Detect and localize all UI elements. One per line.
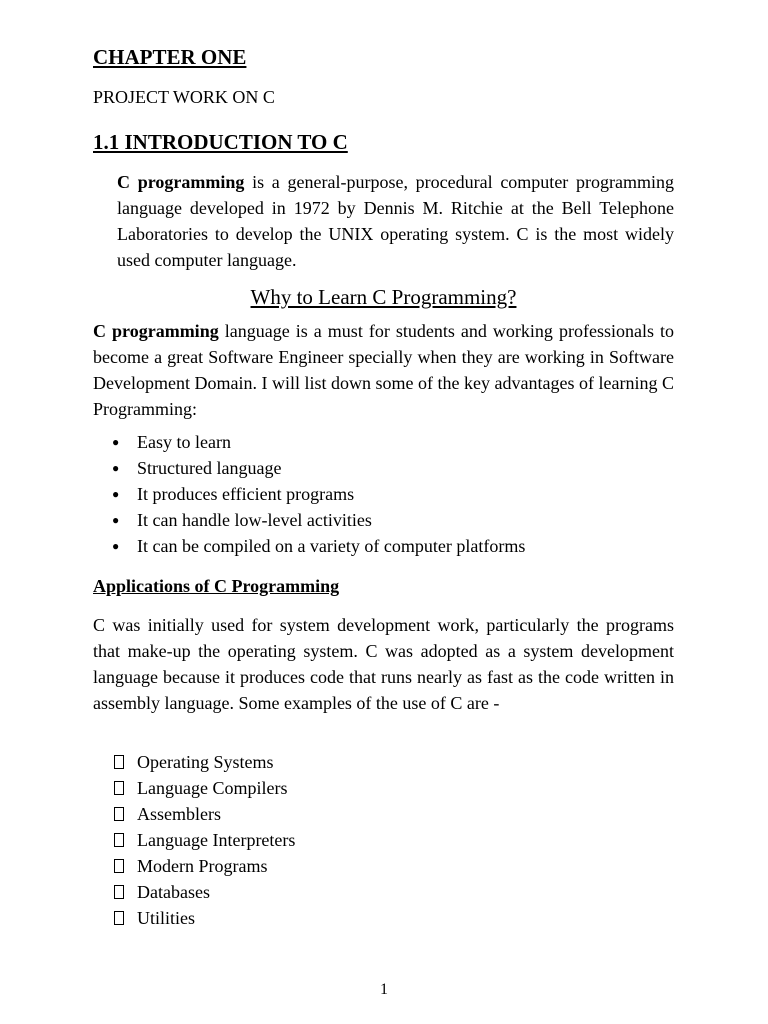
bullet-icon: ● [112,435,120,449]
box-bullet-icon [114,911,124,925]
intro-text: is a general-purpose, procedural computer programming language developed in 1972 by Dennis M. Ritchie at the Bell Telephone Laboratories to develop the UNIX operating system. C is the most widely used computer language. [117,172,674,270]
applications-paragraph: C was initially used for system development work, particularly the programs that make-up the operating system. C was adopted as a system development language because it produces code that runs nearly as fast as the code written in assembly language. Some examples of the use of C are - [93,615,674,713]
advantages-list [93,429,674,559]
list-item: Assemblers [93,801,674,827]
why-paragraph [93,318,674,422]
box-bullet-icon [114,859,124,873]
list-item: Language Compilers [93,775,674,801]
bullet-icon: ● [112,461,120,475]
section-heading: 1.1 INTRODUCTION TO C [93,130,348,154]
box-bullet-icon [114,807,124,821]
list-item: ● It can handle low-level activities [93,507,674,533]
page-number: 1 [380,981,388,998]
box-bullet-icon [114,781,124,795]
list-item: ● It can be compiled on a variety of computer platforms [93,533,674,559]
box-bullet-icon [114,885,124,899]
applications-heading: Applications of C Programming [93,576,340,596]
list-item: Utilities [93,905,674,931]
project-subtitle: PROJECT WORK ON C [93,87,275,107]
chapter-title: CHAPTER ONE [93,45,247,69]
list-item: ● It produces efficient programs [93,481,674,507]
list-item: ● Easy to learn [93,429,674,455]
why-bold-term: C programming [93,321,219,341]
why-heading: Why to Learn C Programming? [250,285,517,309]
bullet-icon: ● [112,539,120,553]
list-item: Modern Programs [93,853,674,879]
why-text: language is a must for students and working professionals to become a great Software Engineer specially when they are working in Software Development Domain. I will list down some of the key advantages of learning C Programming: [93,321,674,419]
list-item: Databases [93,879,674,905]
intro-bold-term: C programming [117,172,245,192]
box-bullet-icon [114,833,124,847]
list-item: Language Interpreters [93,827,674,853]
list-item: Operating Systems [93,749,674,775]
bullet-icon: ● [112,513,120,527]
box-bullet-icon [114,755,124,769]
list-item: ● Structured language [93,455,674,481]
bullet-icon: ● [112,487,120,501]
applications-list [93,749,674,931]
intro-paragraph [117,169,674,273]
